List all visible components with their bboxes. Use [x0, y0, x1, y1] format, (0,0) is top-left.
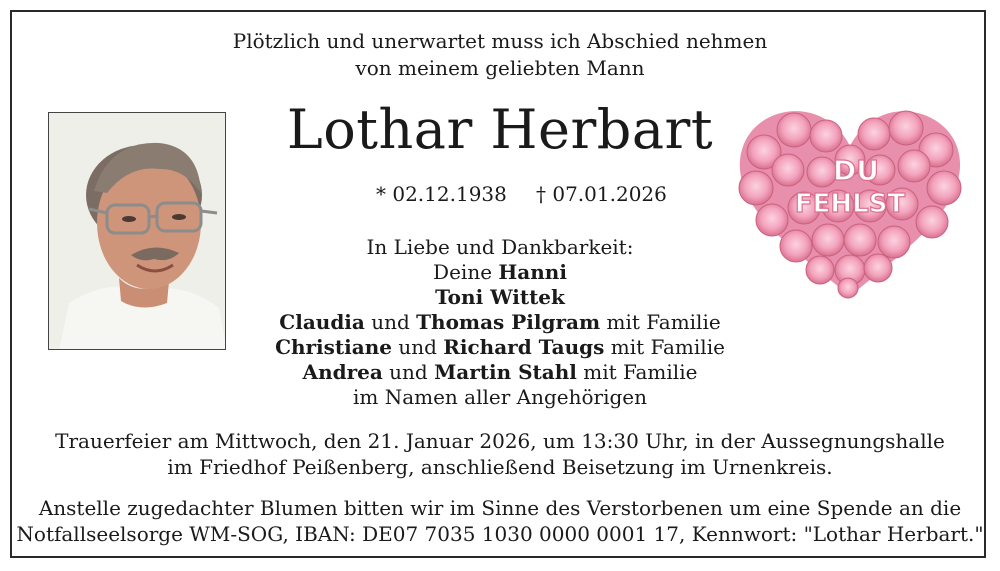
conjunction: und	[389, 360, 428, 384]
mourner-line-5	[0, 360, 1000, 385]
mourner-line-1	[0, 260, 1000, 285]
birth-date: * 02.12.1938	[376, 182, 507, 206]
family-suffix: mit Familie	[610, 335, 725, 359]
mourner-name: Richard Taugs	[443, 335, 605, 359]
donation-line-1: Anstelle zugedachter Blumen bitten wir im Sinne des Verstorbenen um eine Spende an die	[38, 496, 962, 520]
mourner-name: Martin Stahl	[434, 360, 577, 384]
mourner-line-3	[0, 310, 1000, 335]
conjunction: und	[371, 310, 410, 334]
donation-line-2: Notfallseelsorge WM-SOG, IBAN: DE07 7035 1030 0000 0001 17, Kennwort: "Lothar Herbart."	[16, 522, 984, 546]
funeral-info-line-1: Trauerfeier am Mittwoch, den 21. Januar 2026, um 13:30 Uhr, in der Aussegnungshalle	[55, 429, 945, 453]
family-suffix: mit Familie	[583, 360, 698, 384]
mourner-name: Christiane	[275, 335, 392, 359]
mourner-name: Toni Wittek	[435, 285, 565, 309]
intro-line-1: Plötzlich und unerwartet muss ich Abschied nehmen	[232, 29, 768, 53]
mourners-heading: In Liebe und Dankbarkeit:	[366, 235, 634, 259]
mourner-prefix: Deine	[433, 260, 493, 284]
conjunction: und	[398, 335, 437, 359]
funeral-info-line-2: im Friedhof Peißenberg, anschließend Beisetzung im Urnenkreis.	[167, 455, 833, 479]
mourner-name: Hanni	[498, 260, 567, 284]
donation-info	[0, 495, 1000, 547]
mourner-name: Thomas Pilgram	[416, 310, 601, 334]
intro-text	[0, 28, 1000, 82]
mourner-line-4	[0, 335, 1000, 360]
mourner-name: Andrea	[302, 360, 383, 384]
deceased-name: Lothar Herbart	[286, 98, 714, 161]
intro-line-2: von meinem geliebten Mann	[355, 56, 645, 80]
mourner-line-2	[0, 285, 1000, 310]
funeral-info	[0, 428, 1000, 480]
death-date: † 07.01.2026	[536, 182, 667, 206]
mourners-closing: im Namen aller Angehörigen	[352, 385, 647, 409]
mourners-list	[0, 235, 1000, 410]
mourner-name: Claudia	[279, 310, 365, 334]
heart-text-line-1: DU	[833, 154, 879, 187]
heart-text-line-2: FEHLST	[794, 189, 906, 219]
family-suffix: mit Familie	[606, 310, 721, 334]
